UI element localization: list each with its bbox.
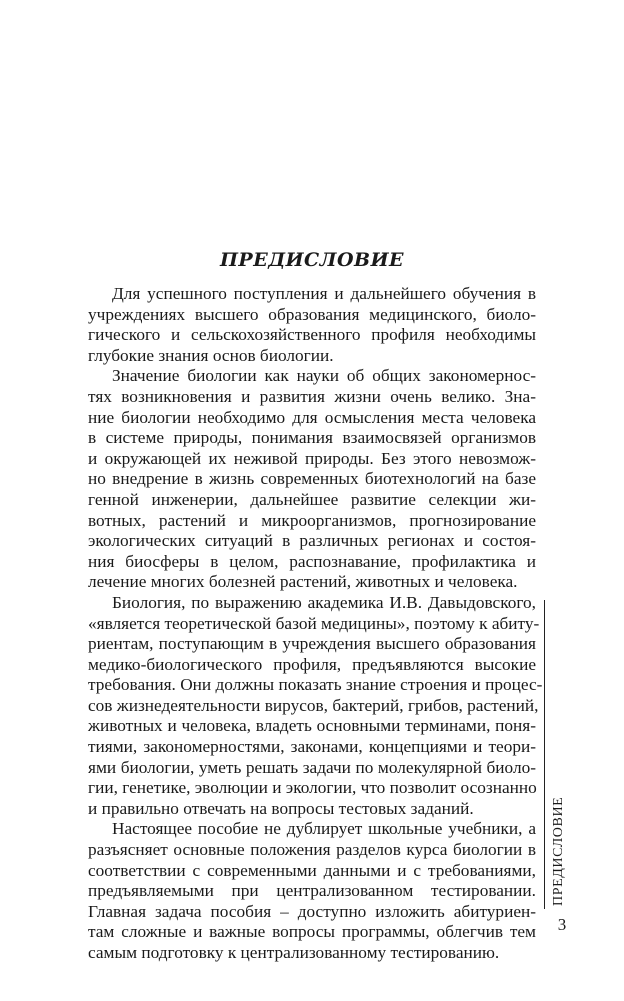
text-line: гии, генетике, эволюции и экологии, что позволит осознанно xyxy=(88,778,537,798)
text-line: ния биосферы в целом, распознавание, профилактика и xyxy=(88,551,536,571)
page-number: 3 xyxy=(557,915,567,934)
text-line: самым подготовку к централизованному тестированию. xyxy=(88,943,500,962)
text-line: требования. Они должны показать знание строения и процес- xyxy=(88,675,543,695)
text-line: медико-биологического профиля, предъявляются высокие xyxy=(88,654,536,674)
text-line: тях возникновения и развития жизни очень велико. Зна- xyxy=(88,386,536,406)
text-line: «является теоретической базой медицины», поэтому к абиту- xyxy=(88,613,540,633)
text-line: и правильно отвечать на вопросы тестовых заданий. xyxy=(88,798,474,818)
preface-body xyxy=(88,284,543,964)
paragraph-4 xyxy=(88,819,536,963)
text-line: ями биологии, уметь решать задачи по молекулярной биоло- xyxy=(88,757,536,777)
text-line: генной инженерии, дальнейшее развитие селекции жи- xyxy=(88,489,536,509)
text-line: но внедрение в жизнь современных биотехнологий на базе xyxy=(88,469,536,489)
text-line: в системе природы, понимания взаимосвязей организмов xyxy=(88,428,536,448)
text-line: соответствии с современными данными и с требованиями, xyxy=(88,860,536,880)
text-line: вотных, растений и микроорганизмов, прогнозирование xyxy=(88,510,536,530)
text-line: ние биологии необходимо для осмысления места человека xyxy=(88,407,536,427)
paragraph-3 xyxy=(88,592,543,820)
text-line: Главная задача пособия – доступно изложить абитуриен- xyxy=(88,901,536,921)
text-line: сов жизнедеятельности вирусов, бактерий, грибов, растений, xyxy=(88,695,539,715)
text-line: Значение биологии как науки об общих закономернос- xyxy=(112,366,536,386)
text-line: глубокие знания основ биологии. xyxy=(88,345,334,365)
page-title: ПРЕДИСЛОВИЕ xyxy=(219,249,405,271)
side-divider xyxy=(544,600,545,909)
text-line: предъявляемыми при централизованном тестировании. xyxy=(88,881,536,901)
text-line: Биология, по выражению академика И.В. Давыдовского, xyxy=(112,592,536,612)
text-line: Для успешного поступления и дальнейшего обучения в xyxy=(112,284,536,303)
text-line: и окружающей их неживой природы. Без этого невозмож- xyxy=(88,448,536,468)
paragraph-1 xyxy=(88,284,536,366)
text-line: животных и человека, владеть основными терминами, поня- xyxy=(88,716,536,736)
text-line: там сложные и важные вопросы программы, облегчив тем xyxy=(88,922,536,942)
paragraph-2 xyxy=(88,366,536,593)
text-line: экологических ситуаций в различных регионах и состоя- xyxy=(88,531,536,551)
section-side-label: ПРЕДИСЛОВИЕ xyxy=(551,796,566,906)
text-line: Настоящее пособие не дублирует школьные учебники, а xyxy=(112,819,536,839)
text-line: тиями, закономерностями, законами, концепциями и теори- xyxy=(88,737,536,757)
text-line: разъясняет основные положения разделов курса биологии в xyxy=(88,840,536,860)
text-line: учреждениях высшего образования медицинского, биоло- xyxy=(88,304,536,324)
text-line: лечение многих болезней растений, животных и человека. xyxy=(88,572,518,592)
text-line: гического и сельскохозяйственного профиля необходимы xyxy=(88,325,536,345)
text-line: риентам, поступающим в учреждения высшего образования xyxy=(88,634,536,654)
